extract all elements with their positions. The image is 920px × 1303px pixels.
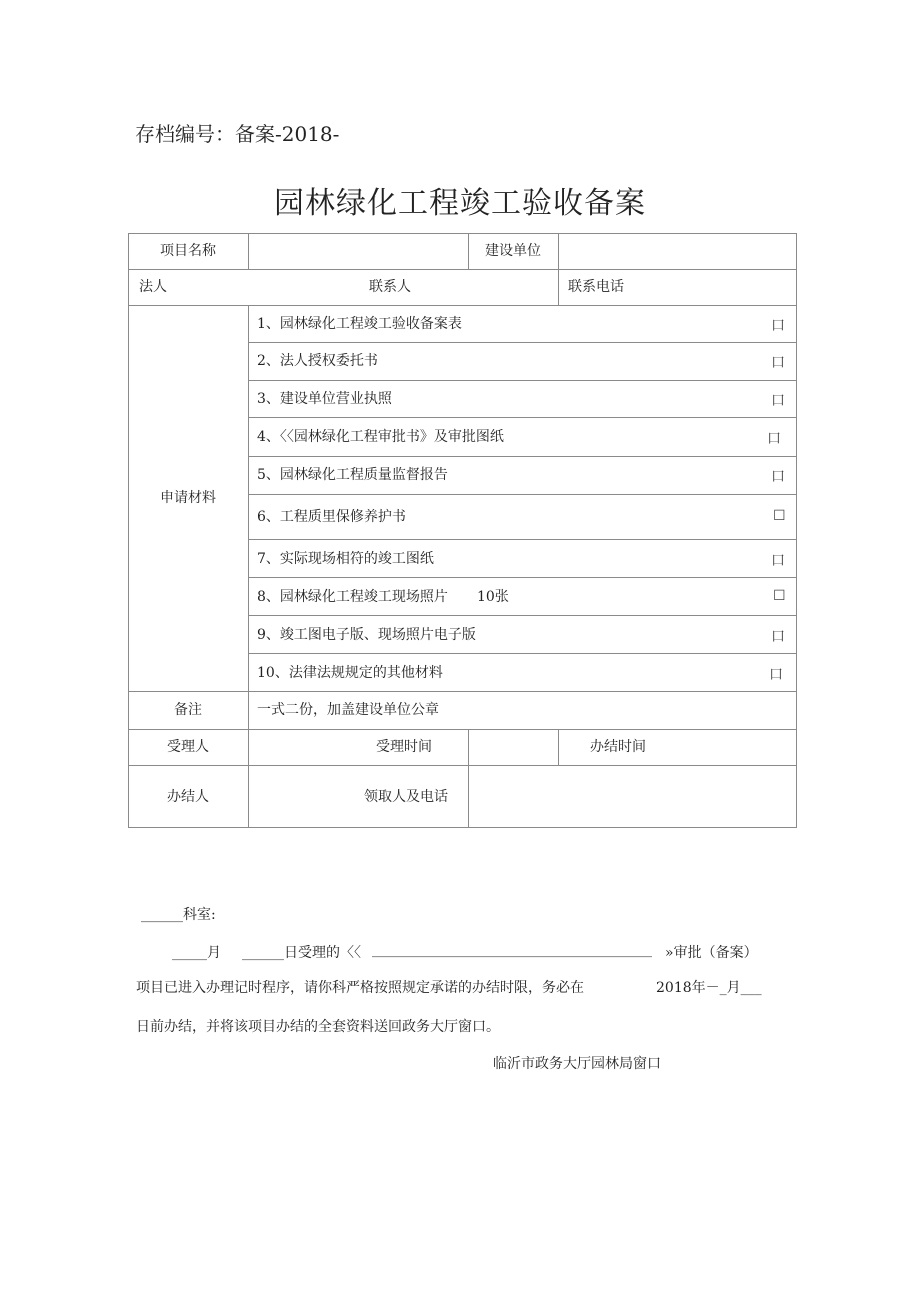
row-divider (248, 380, 797, 381)
project-name-label: 项目名称 (160, 243, 216, 259)
contact-phone-label: 联系电话 (568, 279, 624, 295)
table-border-bottom (128, 827, 797, 828)
notice-blank: ________________________________________ (372, 942, 652, 958)
checkbox-9[interactable]: 口 (771, 629, 785, 645)
row-divider (248, 653, 797, 654)
material-item-3: 3、建设单位营业执照 (257, 391, 392, 407)
material-item-2: 2、法人授权委托书 (257, 353, 378, 369)
row-divider (128, 269, 797, 270)
table-border-right (796, 233, 797, 828)
row-divider (128, 691, 797, 692)
material-item-4: 4、〈〈园林绿化工程审批书》及审批图纸 (257, 429, 504, 445)
construction-unit-field[interactable] (559, 234, 796, 269)
row-divider (248, 539, 797, 540)
checkbox-10[interactable]: 口 (769, 667, 783, 683)
col-divider (248, 765, 249, 827)
row-divider (248, 577, 797, 578)
row-divider (128, 305, 797, 306)
checkbox-5[interactable]: 口 (771, 469, 785, 485)
checkbox-1[interactable]: 口 (771, 318, 785, 334)
material-item-10: 10、法律法规规定的其他材料 (257, 665, 443, 681)
row-divider (248, 494, 797, 495)
notice-line-2: 项目已进入办理记时程序，请你科严格按照规定承诺的办结时限，务必在 (136, 980, 584, 996)
row-divider (248, 342, 797, 343)
material-item-8: 8、园林绿化工程竣工现场照片 (257, 589, 448, 605)
checkbox-7[interactable]: 口 (771, 553, 785, 569)
archive-number: 存档编号：备案-2018- (135, 122, 340, 146)
material-item-7: 7、实际现场相符的竣工图纸 (257, 551, 434, 567)
project-name-field[interactable] (249, 234, 468, 269)
row-divider (248, 615, 797, 616)
photo-count: 10张 (477, 589, 509, 605)
signature: 临沂市政务大厅园林局窗口 (493, 1056, 661, 1072)
remark-label: 备注 (174, 702, 202, 718)
row-divider (128, 729, 797, 730)
receive-time-field[interactable] (469, 730, 558, 765)
contact-label: 联系人 (369, 279, 411, 295)
legal-person-label: 法人 (139, 279, 167, 295)
page-title: 园林绿化工程竣工验收备案 (274, 186, 646, 221)
notice-day: ______日受理的〈〈 (242, 945, 361, 961)
receiver-label: 受理人 (167, 739, 209, 755)
notice-line-3: 日前办结，并将该项目办结的全套资料送回政务大厅窗口。 (136, 1019, 500, 1035)
checkbox-8[interactable]: ☐ (773, 588, 786, 604)
receive-time-label: 受理时间 (376, 739, 432, 755)
col-divider (248, 305, 249, 765)
row-divider (248, 417, 797, 418)
checkbox-2[interactable]: 口 (771, 355, 785, 371)
checkbox-4[interactable]: 口 (767, 431, 781, 447)
material-item-6: 6、工程质里保修养护书 (257, 509, 406, 525)
checkbox-6[interactable]: ☐ (773, 508, 786, 524)
col-divider (558, 269, 559, 305)
handler-label: 办结人 (167, 789, 209, 805)
construction-unit-label: 建设单位 (485, 243, 541, 259)
remark-value: 一式二份，加盖建设单位公章 (257, 702, 439, 718)
materials-label: 申请材料 (160, 490, 216, 506)
material-item-1: 1、园林绿化工程竣工验收备案表 (257, 316, 462, 332)
notice-deadline-date: 2018年－_月___ (656, 980, 762, 996)
material-item-9: 9、竣工图电子版、现场照片电子版 (257, 627, 476, 643)
checkbox-3[interactable]: 口 (771, 393, 785, 409)
complete-time-label: 办结时间 (590, 739, 646, 755)
row-divider (248, 456, 797, 457)
notice-month: _____月 (172, 945, 221, 961)
dept-line: ______科室: (141, 907, 216, 923)
notice-approval: »审批（备案） (665, 945, 758, 961)
material-item-5: 5、园林绿化工程质量监督报告 (257, 467, 448, 483)
col-divider (558, 729, 559, 765)
recipient-field[interactable] (469, 766, 796, 827)
recipient-label: 领取人及电话 (364, 789, 448, 805)
